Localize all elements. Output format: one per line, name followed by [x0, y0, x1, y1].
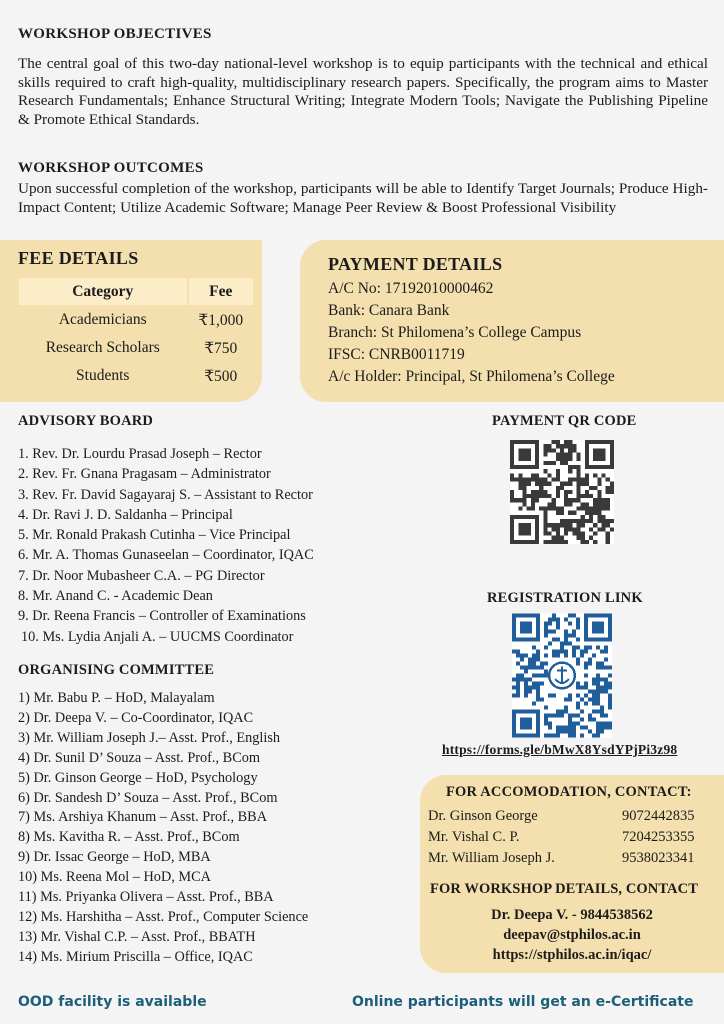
- committee-item: 10) Ms. Reena Mol – HoD, MCA: [18, 869, 212, 886]
- fee-heading: FEE DETAILS: [18, 248, 139, 268]
- fee-table-header-row: [18, 277, 254, 306]
- payment-qr-code: [510, 440, 614, 544]
- payment-qr-heading: PAYMENT QR CODE: [492, 413, 637, 429]
- committee-item: 5) Dr. Ginson George – HoD, Psychology: [18, 769, 258, 786]
- committee-item: 12) Ms. Harshitha – Asst. Prof., Computer Science: [18, 908, 309, 925]
- accommodation-contact-phone[interactable]: 9538023341: [622, 850, 695, 866]
- fee-amount: ₹1,000: [198, 311, 244, 329]
- objectives-heading: WORKSHOP OBJECTIVES: [18, 26, 212, 42]
- accommodation-contact-name: Mr. William Joseph J.: [428, 850, 555, 866]
- accommodation-contact-name: Mr. Vishal C. P.: [428, 829, 520, 845]
- accommodation-contact-name: Dr. Ginson George: [428, 808, 538, 824]
- advisory-item: 3. Rev. Fr. David Sagayaraj S. – Assistant to Rector: [18, 486, 313, 503]
- fee-row: [18, 306, 254, 334]
- outcomes-paragraph: Upon successful completion of the workshop, participants will be able to Identify Target Journals; Produce High-Impact Content; Utilize Academic Software; Manage Peer Review & Boost Professional Visibility: [18, 180, 708, 216]
- payment-account-holder: A/c Holder: Principal, St Philomena’s College: [328, 368, 615, 385]
- fee-header-fee: Fee: [188, 277, 255, 306]
- fee-category: Research Scholars: [45, 339, 160, 356]
- fee-row: [18, 362, 254, 390]
- committee-item: 6) Dr. Sandesh D’ Souza – Asst. Prof., BCom: [18, 789, 278, 806]
- advisory-heading: ADVISORY BOARD: [18, 413, 154, 429]
- footer-certificate-note: Online participants will get an e-Certificate: [352, 994, 694, 1010]
- registration-qr-code: [512, 613, 612, 738]
- advisory-list: [18, 444, 314, 647]
- committee-item: 9) Dr. Issac George – HoD, MBA: [18, 849, 211, 866]
- fee-header-category: Category: [18, 277, 188, 306]
- fee-table: [18, 277, 254, 390]
- committee-item: 14) Ms. Mirium Priscilla – Office, IQAC: [18, 948, 253, 965]
- registration-link[interactable]: https://forms.gle/bMwX8YsdYPjPi3z98: [442, 742, 678, 757]
- committee-item: 3) Mr. William Joseph J.– Asst. Prof., English: [18, 729, 281, 746]
- registration-heading: REGISTRATION LINK: [487, 590, 643, 606]
- committee-item: 13) Mr. Vishal C.P. – Asst. Prof., BBATH: [18, 928, 256, 945]
- fee-amount: ₹500: [204, 367, 238, 385]
- workshop-contact-email[interactable]: deepav@stphilos.ac.in: [503, 927, 641, 943]
- fee-row: [18, 334, 254, 362]
- advisory-item: 4. Dr. Ravi J. D. Saldanha – Principal: [18, 506, 233, 523]
- committee-item: 4) Dr. Sunil D’ Souza – Asst. Prof., BCom: [18, 749, 260, 766]
- fee-category: Academicians: [58, 311, 147, 328]
- advisory-item: 2. Rev. Fr. Gnana Pragasam – Administrator: [18, 466, 271, 483]
- committee-item: 2) Dr. Deepa V. – Co-Coordinator, IQAC: [18, 709, 254, 726]
- payment-heading: PAYMENT DETAILS: [328, 254, 503, 274]
- advisory-item: 10. Ms. Lydia Anjali A. – UUCMS Coordinator: [21, 628, 294, 645]
- workshop-contact-website[interactable]: https://stphilos.ac.in/iqac/: [492, 947, 652, 963]
- fee-amount: ₹750: [204, 339, 238, 357]
- payment-ifsc: IFSC: CNRB0011719: [328, 346, 465, 363]
- advisory-item: 8. Mr. Anand C. - Academic Dean: [18, 588, 213, 605]
- committee-item: 1) Mr. Babu P. – HoD, Malayalam: [18, 690, 215, 706]
- committee-item: 11) Ms. Priyanka Olivera – Asst. Prof., BBA: [18, 889, 274, 906]
- advisory-item: 5. Mr. Ronald Prakash Cutinha – Vice Principal: [18, 527, 291, 544]
- advisory-item: 7. Dr. Noor Mubasheer C.A. – PG Director: [18, 567, 265, 584]
- fee-category: Students: [76, 367, 130, 384]
- payment-branch: Branch: St Philomena’s College Campus: [328, 324, 582, 341]
- payment-bank: Bank: Canara Bank: [328, 302, 450, 319]
- accommodation-contact-phone[interactable]: 7204253355: [622, 829, 695, 845]
- committee-list: [18, 689, 308, 968]
- committee-item: 7) Ms. Arshiya Khanum – Asst. Prof., BBA: [18, 809, 268, 826]
- objectives-paragraph: The central goal of this two-day national-level workshop is to equip participants with the technical and ethical skills required to craft high-quality, multidisciplinary research papers. Specifically, the program aims to Master Research Fundamentals; Enhance Structural Writing; Integrate Modern Tools; Navigate the Publishing Pipeline & Promote Ethical Standards.: [18, 55, 708, 128]
- advisory-item: 9. Dr. Reena Francis – Controller of Examinations: [18, 608, 306, 625]
- footer-ood-note: OOD facility is available: [18, 994, 207, 1010]
- workshop-contact-heading: FOR WORKSHOP DETAILS, CONTACT: [430, 881, 698, 897]
- accommodation-contact-phone[interactable]: 9072442835: [622, 808, 695, 824]
- workshop-contact-person: Dr. Deepa V. - 9844538562: [491, 907, 653, 923]
- outcomes-heading: WORKSHOP OUTCOMES: [18, 160, 204, 176]
- advisory-item: 1. Rev. Dr. Lourdu Prasad Joseph – Rector: [18, 446, 262, 462]
- committee-heading: ORGANISING COMMITTEE: [18, 662, 215, 678]
- advisory-item: 6. Mr. A. Thomas Gunaseelan – Coordinator, IQAC: [18, 547, 314, 564]
- payment-account-number: A/C No: 17192010000462: [328, 280, 494, 297]
- committee-item: 8) Ms. Kavitha R. – Asst. Prof., BCom: [18, 829, 240, 846]
- accommodation-heading: FOR ACCOMODATION, CONTACT:: [446, 784, 692, 800]
